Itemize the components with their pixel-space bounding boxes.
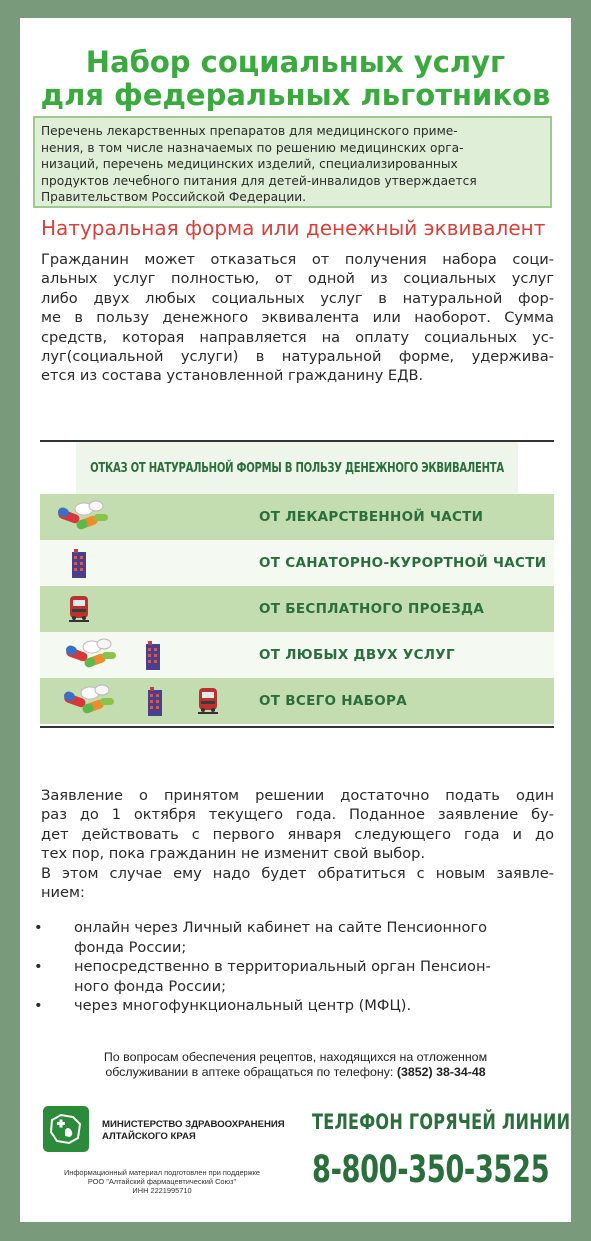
table-row xyxy=(40,678,554,724)
table-row xyxy=(40,632,554,678)
notice-box xyxy=(33,116,552,208)
paragraph-line: луг(социальной услуги) в натуральной форме, удержива- xyxy=(41,348,554,366)
ministry-name xyxy=(102,1119,285,1142)
table-row xyxy=(40,494,554,540)
table-row xyxy=(40,586,554,632)
list-item-line: фонда России; xyxy=(74,938,187,956)
credit-line: ИНН 2221995710 xyxy=(132,1186,192,1195)
section-subheading: Натуральная форма или денежный эквивалент xyxy=(41,216,546,240)
train-icon xyxy=(197,686,219,716)
paragraph-line: Гражданин может отказаться от получения набора соци- xyxy=(41,251,554,268)
row-label: ОТ БЕСПЛАТНОГО ПРОЕЗДА xyxy=(259,601,485,617)
ministry-line: АЛТАЙСКОГО КРАЯ xyxy=(102,1130,196,1142)
row-label: ОТ САНАТОРНО-КУРОРТНОЙ ЧАСТИ xyxy=(259,555,547,571)
list-item-line: через многофункциональный центр (МФЦ). xyxy=(74,997,412,1015)
table-header: ОТКАЗ ОТ НАТУРАЛЬНОЙ ФОРМЫ В ПОЛЬЗУ ДЕНЕЖНОГО ЭКВИВАЛЕНТА xyxy=(76,442,518,494)
row-label: ОТ ЛЕКАРСТВЕННОЙ ЧАСТИ xyxy=(259,509,484,525)
title-line-1: Набор социальных услуг xyxy=(85,45,506,79)
pills-icon xyxy=(54,500,110,534)
paragraph-line: В этом случае ему надо будет обратиться с новым заявле- xyxy=(41,864,554,882)
notice-line: продуктов лечебного питания для детей-инвалидов утверждается xyxy=(41,173,477,188)
notice-line: нения, в том числе назначаемых по решению медицинских орга- xyxy=(41,140,464,155)
paragraph-line: ется из состава установленной гражданину ЕДВ. xyxy=(41,367,424,385)
contact-phone: (3852) 38-34-48 xyxy=(396,1065,486,1079)
list-item xyxy=(34,918,554,957)
paragraph-line: тех пор, пока гражданин не изменит свой выбор. xyxy=(41,845,426,863)
list-item-line: онлайн через Личный кабинет на сайте Пенсионного xyxy=(74,919,488,936)
paragraph-line: нием: xyxy=(41,884,85,902)
paragraph-line: средств, которая направляется на оплату социальных ус- xyxy=(41,328,554,346)
hotline-phone[interactable]: 8-800-350-3525 xyxy=(312,1148,550,1191)
list-item-line: непосредственно в территориальный орган Пенсион- xyxy=(74,958,491,976)
paragraph-application xyxy=(41,786,554,902)
bullet-icon: • xyxy=(34,997,43,1015)
row-label: ОТ ВСЕГО НАБОРА xyxy=(259,693,407,709)
pills-icon xyxy=(62,638,118,672)
bullet-icon: • xyxy=(34,958,43,976)
refusal-table xyxy=(40,440,554,728)
train-icon xyxy=(68,594,90,624)
paragraph-refusal xyxy=(41,250,554,386)
notice-line: Правительством Российской Федерации. xyxy=(41,190,307,204)
options-list xyxy=(34,918,554,1016)
list-item xyxy=(34,996,554,1016)
paragraph-line: раз до 1 октября текущего года. Поданное заявление бу- xyxy=(41,806,554,824)
list-item xyxy=(34,957,554,996)
ministry-line: МИНИСТЕРСТВО ЗДРАВООХРАНЕНИЯ xyxy=(102,1119,285,1130)
ministry-logo-icon xyxy=(43,1106,89,1152)
paragraph-line: альных услуг полностью, от одной из социальных услуг xyxy=(41,270,554,288)
paragraph-line: дет действовать с первого января следующего года и до xyxy=(41,825,554,843)
credit-note xyxy=(42,1168,282,1195)
bullet-icon: • xyxy=(34,919,43,936)
contact-info xyxy=(20,1050,571,1080)
notice-line: Перечень лекарственных препаратов для медицинского приме- xyxy=(41,124,458,138)
pills-icon xyxy=(60,684,116,718)
title-line-2: для федеральных льготников xyxy=(40,78,551,112)
credit-line: Информационный материал подготовлен при поддержке xyxy=(63,1168,261,1177)
contact-line: По вопросам обеспечения рецептов, находящихся на отложенном xyxy=(103,1050,488,1064)
credit-line: РОО "Алтайский фармацевтический Союз" xyxy=(87,1177,237,1186)
paragraph-line: либо двух любых социальных услуг в натуральной фор- xyxy=(41,289,554,307)
row-label: ОТ ЛЮБЫХ ДВУХ УСЛУГ xyxy=(259,647,455,663)
paragraph-line: Заявление о принятом решении достаточно подать один xyxy=(41,787,554,804)
building-icon xyxy=(70,548,88,578)
list-item-line: ного фонда России; xyxy=(74,977,226,995)
leaflet-panel xyxy=(20,18,571,1222)
paragraph-line: ме в пользу денежного эквивалента или наоборот. Сумма xyxy=(41,309,554,327)
notice-line: низаций, перечень медицинских изделий, специализированных xyxy=(41,157,458,171)
contact-line: обслуживании в аптеке обращаться по телефону: xyxy=(105,1065,394,1079)
page-title xyxy=(20,46,571,112)
building-icon xyxy=(144,640,162,670)
table-row xyxy=(40,540,554,586)
contact-line-2 xyxy=(20,1065,571,1080)
building-icon xyxy=(146,686,164,716)
hotline-label: ТЕЛЕФОН ГОРЯЧЕЙ ЛИНИИ xyxy=(312,1110,571,1134)
ministry-logo xyxy=(43,1106,89,1152)
